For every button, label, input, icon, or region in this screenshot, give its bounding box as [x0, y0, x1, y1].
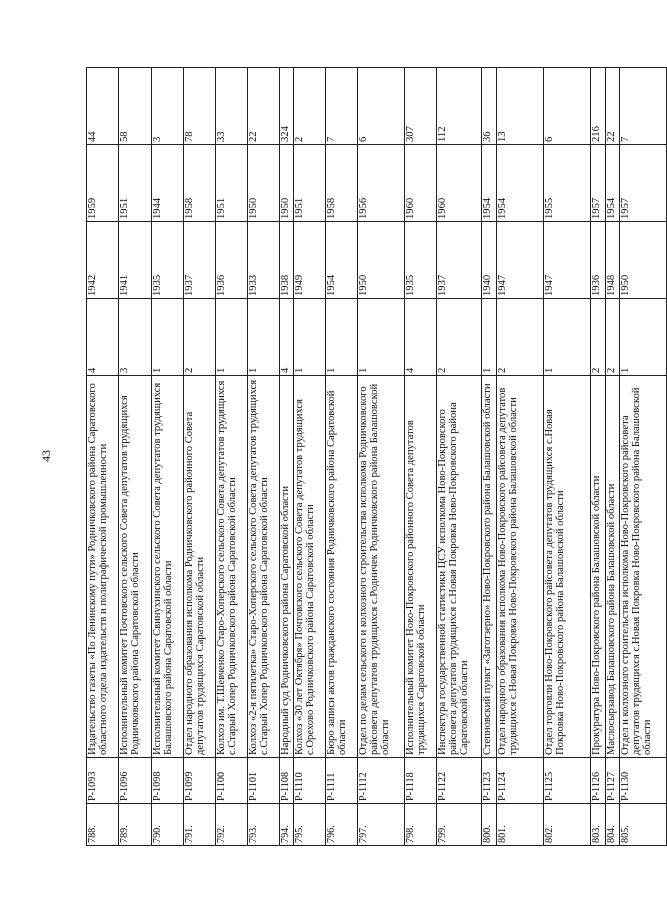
- date-start: 1935: [405, 222, 437, 299]
- fond-name: Инспектура государственной статистики ЦСУ исполкома Ново-Покровского райсовета депутатов трудящихся с.Новая Покровка Ново-Покровского района Саратовской области: [437, 376, 482, 758]
- table-row: [294, 68, 326, 846]
- date-end: 1954: [606, 145, 620, 222]
- inventory-count: 1: [294, 299, 326, 376]
- fond-number: Р-1112: [358, 758, 405, 804]
- file-count: 2: [294, 68, 326, 145]
- fond-name: Издательство газеты «По Ленинскому пути» Родничковского района Саратовского областного отдела издательств и полиграфической промышленности: [87, 376, 119, 758]
- date-start: 1950: [620, 222, 667, 299]
- inventory-count: 1: [358, 299, 405, 376]
- fond-number: Р-1127: [606, 758, 620, 804]
- file-count: 13: [497, 68, 544, 145]
- file-count: 6: [544, 68, 591, 145]
- inventory-count: 3: [119, 299, 152, 376]
- date-start: 1933: [248, 222, 280, 299]
- table-row: [606, 68, 620, 846]
- inventory-count: 2: [606, 299, 620, 376]
- date-start: 1954: [326, 222, 358, 299]
- file-count: 78: [184, 68, 216, 145]
- table-row: [482, 68, 497, 846]
- file-count: 216: [591, 68, 606, 145]
- date-end: 1951: [119, 145, 152, 222]
- inventory-count: 4: [405, 299, 437, 376]
- table-row: [87, 68, 119, 846]
- file-count: 58: [119, 68, 152, 145]
- fond-number: Р-1100: [216, 758, 248, 804]
- date-end: 1954: [497, 145, 544, 222]
- fond-name: Исполнительный комитет Свинухинского сельского Совета депутатов трудящихся Балашовского района Саратовской области: [152, 376, 184, 758]
- fond-name: Народный суд Родничковского района Саратовской области: [280, 376, 294, 758]
- inventory-count: 1: [152, 299, 184, 376]
- inventory-count: 2: [184, 299, 216, 376]
- inventory-count: 2: [497, 299, 544, 376]
- table-row: [184, 68, 216, 846]
- fond-number: Р-1093: [87, 758, 119, 804]
- fond-name: Прокуратура Ново-Покровского района Балашовской области: [591, 376, 606, 758]
- fond-name: Исполнительный комитет Почтовского сельского Совета депутатов трудящихся Родничковского района Саратовской области: [119, 376, 152, 758]
- table-row: [497, 68, 544, 846]
- fond-number: Р-1099: [184, 758, 216, 804]
- row-number: 790.: [152, 804, 184, 846]
- date-end: 1960: [405, 145, 437, 222]
- date-start: 1938: [280, 222, 294, 299]
- date-end: 1956: [358, 145, 405, 222]
- row-number: 788.: [87, 804, 119, 846]
- table-row: [216, 68, 248, 846]
- fond-number: Р-1096: [119, 758, 152, 804]
- row-number: 798.: [405, 804, 437, 846]
- table-row: [119, 68, 152, 846]
- date-end: 1957: [620, 145, 667, 222]
- row-number: 804.: [606, 804, 620, 846]
- file-count: 7: [326, 68, 358, 145]
- table-row: [591, 68, 606, 846]
- row-number: 805.: [620, 804, 667, 846]
- fond-name: Степновский пункт «Заготзерно» Ново-Покровского района Балашовской области: [482, 376, 497, 758]
- table-row: [326, 68, 358, 846]
- date-end: 1950: [248, 145, 280, 222]
- page-number: 43: [39, 450, 53, 462]
- fond-number: Р-1110: [294, 758, 326, 804]
- inventory-count: 1: [482, 299, 497, 376]
- fond-number: Р-1124: [497, 758, 544, 804]
- inventory-count: 1: [326, 299, 358, 376]
- row-number: 800.: [482, 804, 497, 846]
- row-number: 796.: [326, 804, 358, 846]
- fond-number: Р-1098: [152, 758, 184, 804]
- fond-number: Р-1111: [326, 758, 358, 804]
- table-row: [358, 68, 405, 846]
- archive-fonds-table: [86, 67, 667, 846]
- date-start: 1942: [87, 222, 119, 299]
- row-number: 794.: [280, 804, 294, 846]
- inventory-count: 2: [437, 299, 482, 376]
- row-number: 803.: [591, 804, 606, 846]
- inventory-count: 4: [87, 299, 119, 376]
- file-count: 7: [620, 68, 667, 145]
- date-start: 1950: [358, 222, 405, 299]
- file-count: 6: [358, 68, 405, 145]
- row-number: 802.: [544, 804, 591, 846]
- table-row: [544, 68, 591, 846]
- date-end: 1959: [87, 145, 119, 222]
- file-count: 112: [437, 68, 482, 145]
- fond-number: Р-1126: [591, 758, 606, 804]
- file-count: 22: [248, 68, 280, 145]
- fond-name: Отдел по делам сельского и колхозного строительства исполкома Родничковского райсовета депутатов трудящихся с.Родничек Родничковского района Балашовской области: [358, 376, 405, 758]
- row-number: 793.: [248, 804, 280, 846]
- date-start: 1935: [152, 222, 184, 299]
- fond-name: Исполнительный комитет Ново-Покровского районного Совета депутатов трудящихся Саратовской области: [405, 376, 437, 758]
- table-row: [280, 68, 294, 846]
- table-row: [152, 68, 184, 846]
- date-end: 1958: [326, 145, 358, 222]
- inventory-count: 2: [591, 299, 606, 376]
- row-number: 799.: [437, 804, 482, 846]
- table-row: [620, 68, 667, 846]
- fond-name: Отдел торговли Ново-Покровского райсовета депутатов трудящихся с.Новая Покровка Ново-Покровского района Балашовской области: [544, 376, 591, 758]
- fond-name: Колхоз им. Т.Шевченко Старо-Хоперского сельского Совета депутатов трудящихся с.Старый Хопер Родничковского района Саратовской области: [216, 376, 248, 758]
- fond-name: Маслосырзавод Балашовского района Балашовской области: [606, 376, 620, 758]
- date-end: 1955: [544, 145, 591, 222]
- fond-name: Колхоз «2-я пятилетка» Старо-Хоперского сельского Совета депутатов трудящихся с.Старый Хопер Родничковского района Саратовской области: [248, 376, 280, 758]
- table-row: [405, 68, 437, 846]
- date-start: 1937: [184, 222, 216, 299]
- fond-name: Бюро записи актов гражданского состояния Родничковского района Саратовской области: [326, 376, 358, 758]
- fond-number: Р-1118: [405, 758, 437, 804]
- table-row: [248, 68, 280, 846]
- date-end: 1951: [216, 145, 248, 222]
- fond-name: Отдел и колхозного строительства исполкома Ново-Покровского райсовета депутатов трудящихся с.Новая Покровка Ново-Покровского района Балашовской области: [620, 376, 667, 758]
- fond-number: Р-1108: [280, 758, 294, 804]
- fond-number: Р-1125: [544, 758, 591, 804]
- date-start: 1947: [497, 222, 544, 299]
- row-number: 791.: [184, 804, 216, 846]
- file-count: 22: [606, 68, 620, 145]
- inventory-count: 1: [248, 299, 280, 376]
- table-row: [437, 68, 482, 846]
- date-start: 1936: [216, 222, 248, 299]
- date-end: 1954: [482, 145, 497, 222]
- file-count: 36: [482, 68, 497, 145]
- rotated-page-content: [86, 68, 654, 846]
- date-end: 1957: [591, 145, 606, 222]
- inventory-count: 4: [280, 299, 294, 376]
- fond-number: Р-1122: [437, 758, 482, 804]
- row-number: 797.: [358, 804, 405, 846]
- fond-name: Колхоз «30 лет Октября» Почтовского сельского Совета депутатов трудящихся с.Орехово Родничковского района Саратовской области: [294, 376, 326, 758]
- file-count: 3: [152, 68, 184, 145]
- file-count: 324: [280, 68, 294, 145]
- inventory-count: 1: [216, 299, 248, 376]
- date-start: 1947: [544, 222, 591, 299]
- date-start: 1949: [294, 222, 326, 299]
- fond-number: Р-1123: [482, 758, 497, 804]
- inventory-count: 1: [544, 299, 591, 376]
- file-count: 307: [405, 68, 437, 145]
- fond-name: Отдел народного образования исполкома Ново-Покровского райсовета депутатов трудящихся с.Новая Покровка Ново-Покровского района Балашовской области: [497, 376, 544, 758]
- row-number: 789.: [119, 804, 152, 846]
- row-number: 795.: [294, 804, 326, 846]
- date-end: 1944: [152, 145, 184, 222]
- date-end: 1958: [184, 145, 216, 222]
- file-count: 33: [216, 68, 248, 145]
- date-start: 1940: [482, 222, 497, 299]
- date-start: 1941: [119, 222, 152, 299]
- date-start: 1948: [606, 222, 620, 299]
- date-end: 1951: [294, 145, 326, 222]
- row-number: 801.: [497, 804, 544, 846]
- date-start: 1936: [591, 222, 606, 299]
- fond-number: Р-1101: [248, 758, 280, 804]
- file-count: 44: [87, 68, 119, 145]
- fond-number: Р-1130: [620, 758, 667, 804]
- inventory-count: 1: [620, 299, 667, 376]
- date-end: 1950: [280, 145, 294, 222]
- date-end: 1960: [437, 145, 482, 222]
- date-start: 1937: [437, 222, 482, 299]
- fond-name: Отдел народного образования исполкома Родничковского районного Совета депутатов трудящихся Саратовской области: [184, 376, 216, 758]
- row-number: 792.: [216, 804, 248, 846]
